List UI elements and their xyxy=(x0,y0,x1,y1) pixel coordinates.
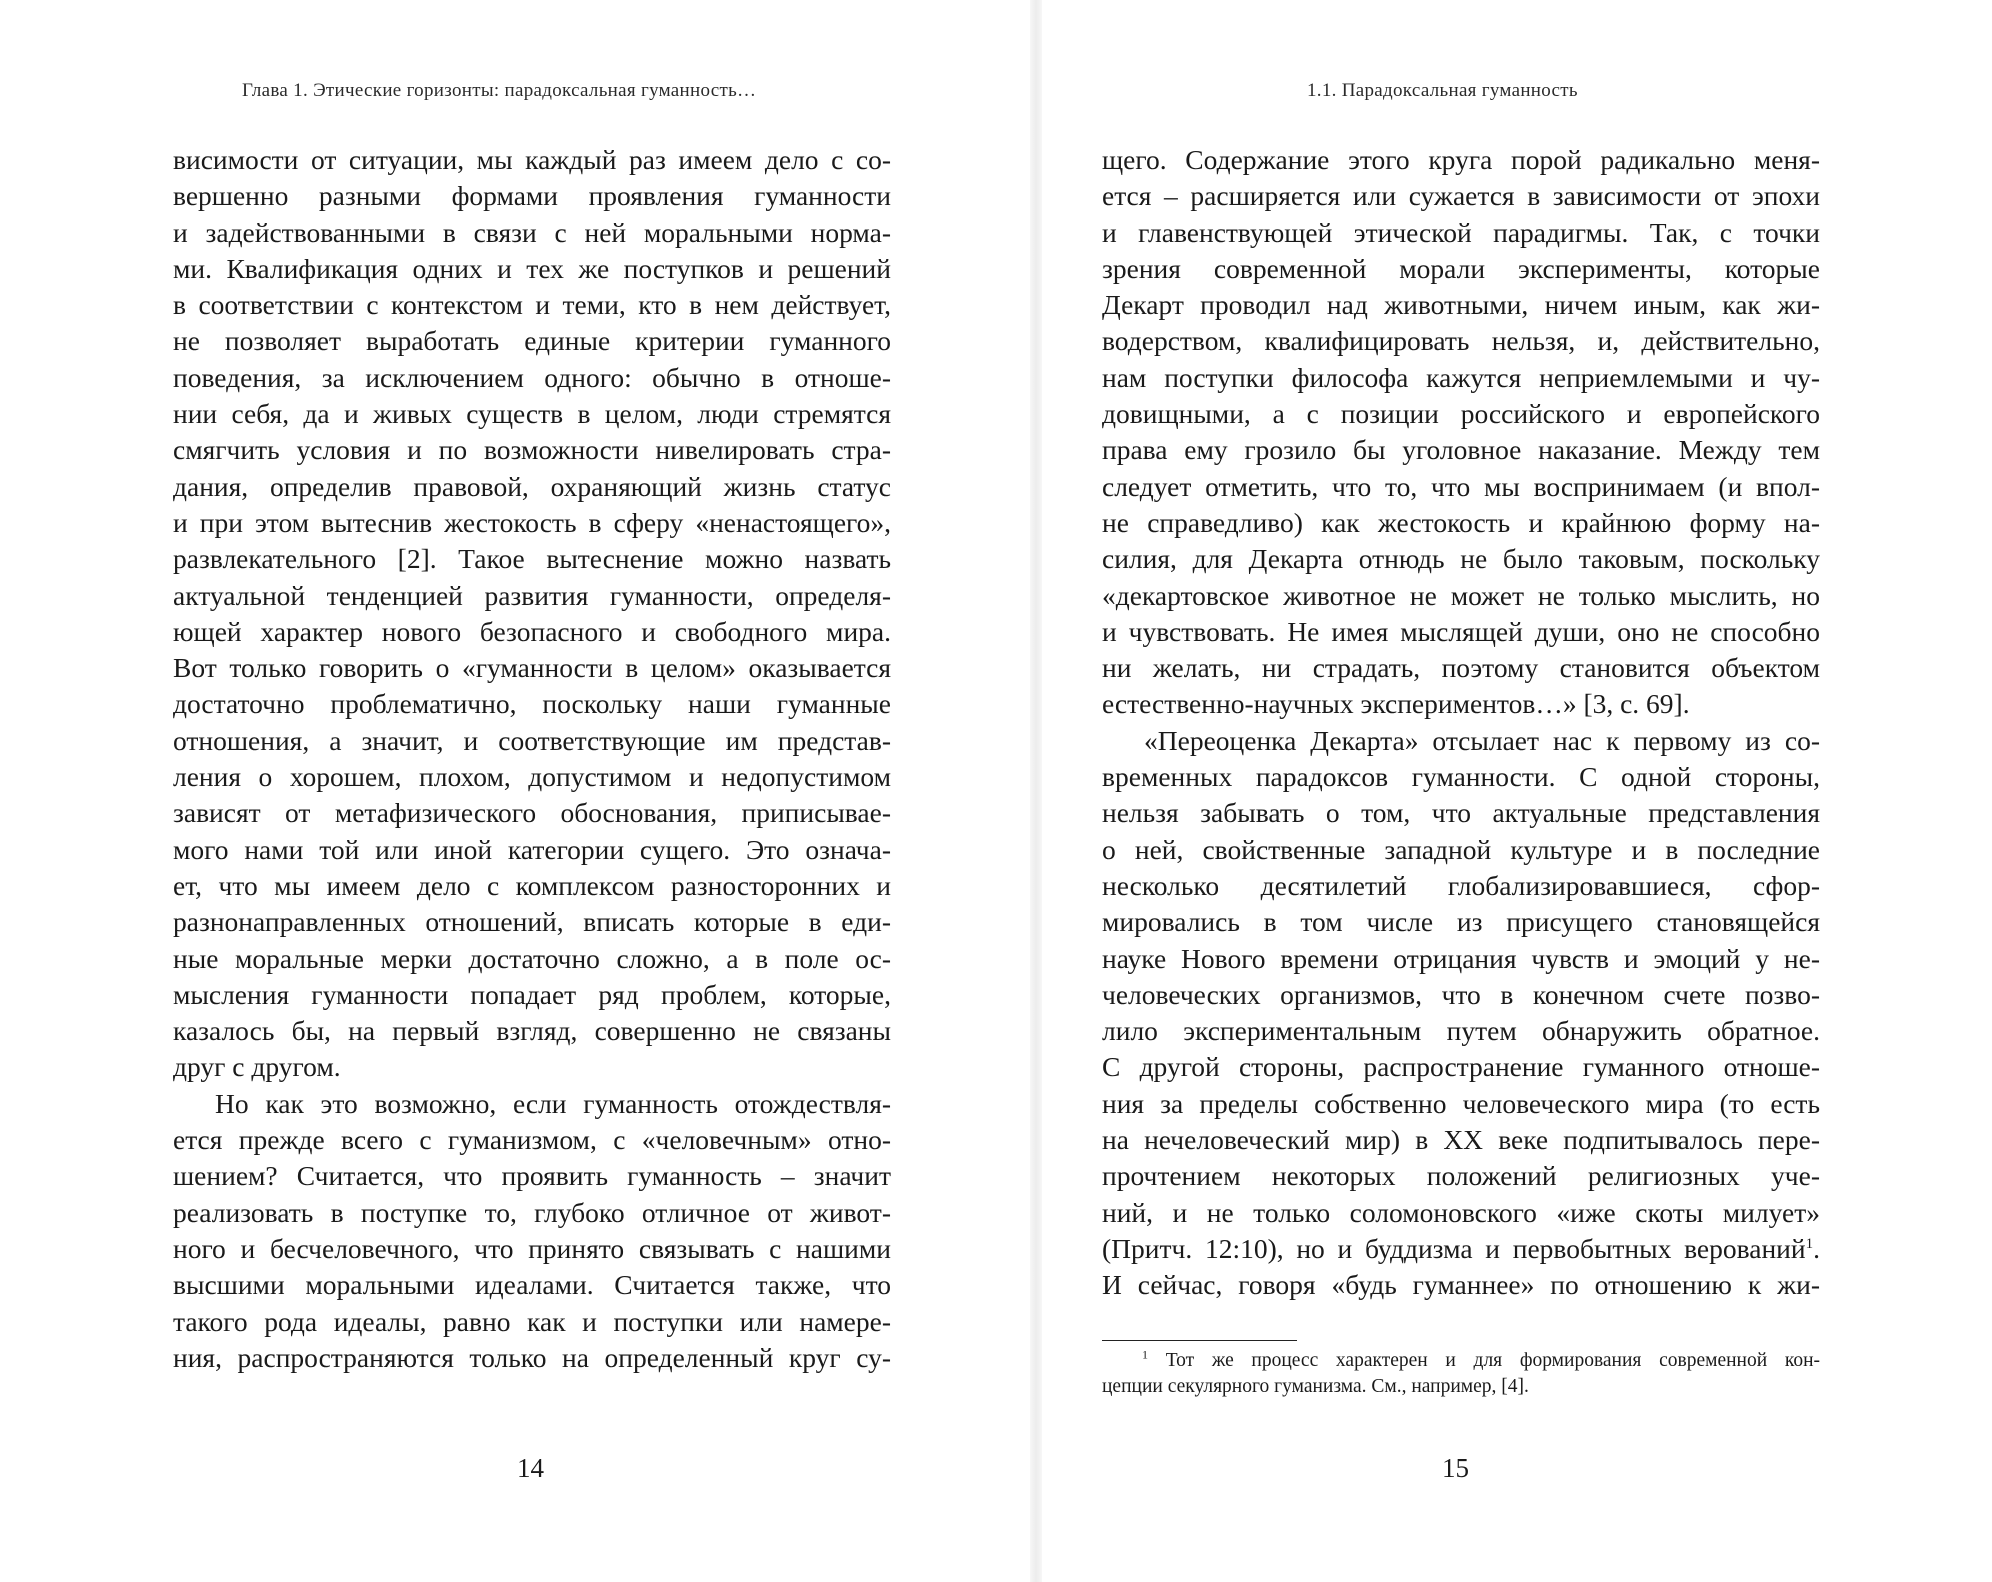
text-line: науке Нового времени отрицания чувств и эмоций у не- xyxy=(1102,942,1820,974)
running-head-left: Глава 1. Этические горизонты: парадоксальная гуманность… xyxy=(242,80,757,101)
footnote-divider xyxy=(1102,1340,1297,1341)
footnote-reference[interactable]: 1 xyxy=(1805,1235,1814,1252)
text-line: естественно-научных экспериментов…» [3, с. 69]. xyxy=(1102,688,1690,720)
text-line: в соответствии с контекстом и теми, кто в нем действует, xyxy=(173,289,891,321)
text-line: ного и бесчеловечного, что принято связывать с нашими xyxy=(173,1232,891,1264)
text-line: довищными, а с позиции российского и европейского xyxy=(1102,398,1820,430)
text-line: человеческих организмов, что в конечном счете позво- xyxy=(1102,978,1820,1010)
text-line: ния за пределы собственно человеческого мира (то есть xyxy=(1102,1087,1820,1119)
text-line: ни желать, ни страдать, поэтому становится объектом xyxy=(1102,652,1820,684)
text-line: Декарт проводил над животными, ничем иным, как жи- xyxy=(1102,289,1820,321)
line-end-punctuation: . xyxy=(1813,1232,1820,1264)
footnotes xyxy=(1102,1348,1820,1400)
text-line: поведения, за исключением одного: обычно в отноше- xyxy=(173,361,891,393)
text-line: ется – расширяется или сужается в зависимости от эпохи xyxy=(1102,180,1820,212)
text-line: актуальной тенденцией развития гуманности, определя- xyxy=(173,579,891,611)
left-page-body xyxy=(173,142,891,1376)
text-line: несколько десятилетий глобализировавшиеся, сфор- xyxy=(1102,869,1820,901)
text-line: ления о хорошем, плохом, допустимом и недопустимом xyxy=(173,761,891,793)
text-line: ния, распространяются только на определенный круг су- xyxy=(173,1341,891,1373)
text-line: Но как это возможно, если гуманность отождествля- xyxy=(215,1087,891,1119)
text-line: мировались в том числе из присущего становящейся xyxy=(1102,906,1820,938)
text-line: о ней, свойственные западной культуре и в последние xyxy=(1102,833,1820,865)
text-line: щего. Содержание этого круга порой радикально меня- xyxy=(1102,144,1820,175)
text-line: развлекательного [2]. Такое вытеснение можно назвать xyxy=(173,543,891,575)
text-line: И сейчас, говоря «будь гуманнее» по отношению к жи- xyxy=(1102,1269,1820,1301)
text-line: такого рода идеалы, равно как и поступки или намере- xyxy=(173,1305,891,1337)
text-line: ные моральные мерки достаточно сложно, а в поле ос- xyxy=(173,942,891,974)
text-line: нии себя, да и живых существ в целом, люди стремятся xyxy=(173,398,891,430)
text-line: и чувствовать. Не имея мыслящей души, оно не способно xyxy=(1102,615,1820,647)
running-head-right: 1.1. Парадоксальная гуманность xyxy=(1307,80,1578,101)
text-line: права ему грозило бы уголовное наказание. Между тем xyxy=(1102,434,1820,466)
text-line: «декартовское животное не может не только мыслить, но xyxy=(1102,579,1820,611)
text-line: и главенствующей этической парадигмы. Так, с точки xyxy=(1102,216,1820,248)
text-line: висимости от ситуации, мы каждый раз имеем дело с со- xyxy=(173,144,891,175)
right-page-body xyxy=(1102,142,1820,1304)
text-line-with-footnote-ref xyxy=(1102,1231,1820,1267)
text-line: зрения современной морали эксперименты, которые xyxy=(1102,252,1820,284)
text-line: шением? Считается, что проявить гуманность – значит xyxy=(173,1160,891,1192)
text-line: казалось бы, на первый взгляд, совершенно не связаны xyxy=(173,1015,891,1047)
text-line: друг с другом. xyxy=(173,1051,341,1083)
text-line: Вот только говорить о «гуманности в целом» оказывается xyxy=(173,652,891,684)
footnote-line: цепции секулярного гуманизма. См., например, [4]. xyxy=(1102,1376,1529,1397)
page-number-left: 14 xyxy=(517,1453,544,1483)
text-line-content: (Притч. 12:10), но и буддизма и первобытных верований xyxy=(1102,1232,1806,1264)
page-number-right: 15 xyxy=(1442,1453,1469,1483)
text-line: зависят от метафизического обоснования, приписывае- xyxy=(173,797,891,829)
text-line: вершенно разными формами проявления гуманности xyxy=(173,180,891,212)
text-line: прочтением некоторых положений религиозных уче- xyxy=(1102,1160,1820,1192)
book-gutter xyxy=(1030,0,1042,1582)
footnote-line xyxy=(1102,1348,1820,1374)
text-line: «Переоценка Декарта» отсылает нас к первому из со- xyxy=(1144,724,1820,756)
text-line: мого нами той или иной категории сущего. Это означа- xyxy=(173,833,891,865)
text-line: достаточно проблематично, поскольку наши гуманные xyxy=(173,688,891,720)
footnote-marker: 1 xyxy=(1142,1348,1148,1362)
text-line: не позволяет выработать единые критерии гуманного xyxy=(173,325,891,357)
text-line: временных парадоксов гуманности. С одной стороны, xyxy=(1102,761,1820,793)
text-line: не справедливо) как жестокость и крайнюю форму на- xyxy=(1102,506,1820,538)
text-line: ний, и не только соломоновского «иже скоты милует» xyxy=(1102,1196,1820,1228)
text-line: ющей характер нового безопасного и свободного мира. xyxy=(173,615,891,647)
text-line: нам поступки философа кажутся неприемлемыми и чу- xyxy=(1102,361,1820,393)
text-line: отношения, а значит, и соответствующие им представ- xyxy=(173,724,891,756)
right-page xyxy=(1042,0,1992,1582)
text-line: и задействованными в связи с ней моральными норма- xyxy=(173,216,891,248)
text-line: ми. Квалификация одних и тех же поступков и решений xyxy=(173,252,891,284)
text-line: нельзя забывать о том, что актуальные представления xyxy=(1102,797,1820,829)
text-line: ется прежде всего с гуманизмом, с «человечным» отно- xyxy=(173,1124,891,1156)
text-line: мысления гуманности попадает ряд проблем, которые, xyxy=(173,978,891,1010)
text-line: смягчить условия и по возможности нивелировать стра- xyxy=(173,434,891,466)
text-line: высшими моральными идеалами. Считается также, что xyxy=(173,1269,891,1301)
text-line: ет, что мы имеем дело с комплексом разносторонних и xyxy=(173,869,891,901)
text-line: реализовать в поступке то, глубоко отличное от живот- xyxy=(173,1196,891,1228)
text-line: лило экспериментальным путем обнаружить обратное. xyxy=(1102,1015,1820,1047)
text-line: силия, для Декарта отнюдь не было таковым, поскольку xyxy=(1102,543,1820,575)
text-line: на нечеловеческий мир) в XX веке подпитывалось пере- xyxy=(1102,1124,1820,1156)
text-line: С другой стороны, распространение гуманного отноше- xyxy=(1102,1051,1820,1083)
text-line: разнонаправленных отношений, вписать которые в еди- xyxy=(173,906,891,938)
footnote-text: Тот же процесс характерен и для формирования современной кон- xyxy=(1165,1350,1820,1371)
text-line: и при этом вытеснив жестокость в сферу «ненастоящего», xyxy=(173,506,891,538)
text-line: водерством, квалифицировать нельзя, и, действительно, xyxy=(1102,325,1820,357)
text-line: следует отметить, что то, что мы воспринимаем (и впол- xyxy=(1102,470,1820,502)
text-line: дания, определив правовой, охраняющий жизнь статус xyxy=(173,470,891,502)
